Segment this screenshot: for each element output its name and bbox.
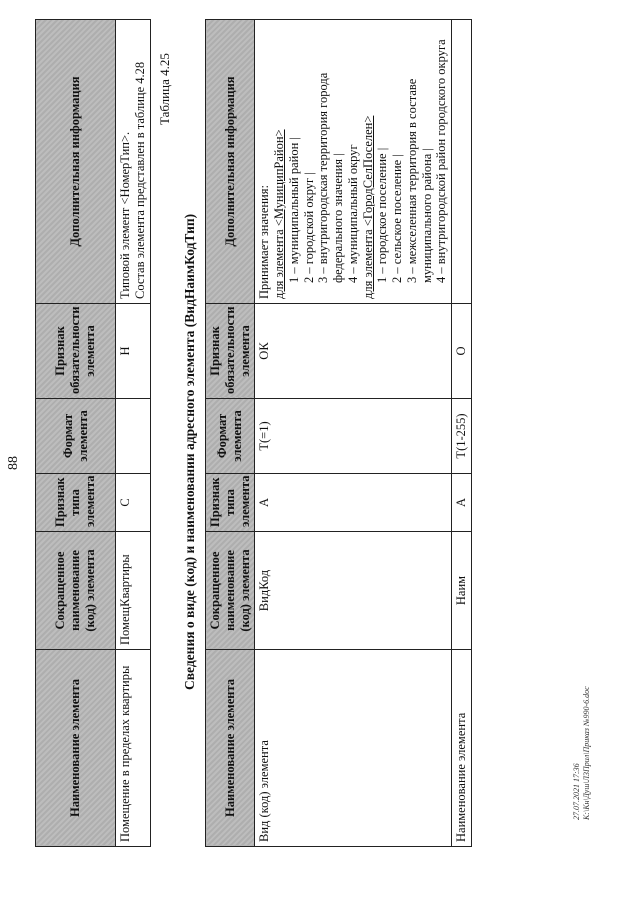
stamp-line: 27.07.2021 17:36 bbox=[572, 763, 581, 820]
cell-name: Наименование элемента bbox=[452, 650, 472, 847]
list-item: 3 – внутригородская территория города федерального значения | bbox=[316, 72, 345, 283]
header-code: Сокращенное наименование (код) элемента bbox=[206, 532, 255, 650]
table-row bbox=[452, 20, 472, 847]
header-name: Наименование элемента bbox=[206, 650, 255, 847]
cell-type: А bbox=[255, 474, 452, 532]
list-item: 1 – муниципальный район | bbox=[286, 137, 301, 283]
cell-type: С bbox=[116, 474, 151, 532]
cell-format: T(=1) bbox=[255, 399, 452, 474]
cell-type: А bbox=[452, 474, 472, 532]
table-row bbox=[116, 20, 151, 847]
cell-required: ОК bbox=[255, 304, 452, 399]
header-format: Формат элемента bbox=[206, 399, 255, 474]
section-title: Сведения о виде (код) и наименовании адресного элемента (ВидНаимКодТип) bbox=[182, 213, 197, 690]
cell-code: ВидКод bbox=[255, 532, 452, 650]
list-item: 4 – муниципальный округ bbox=[345, 144, 360, 283]
file-stamp bbox=[572, 686, 593, 820]
cell-required: О bbox=[452, 304, 472, 399]
list-item: 2 – городской округ | bbox=[301, 172, 316, 283]
list-item: 3 – межселенная территория в составе муниципального района | bbox=[404, 78, 434, 283]
cell-format: T(1-255) bbox=[452, 399, 472, 474]
table-row bbox=[255, 20, 452, 847]
list-item: 4 – внутригородской район городского округа bbox=[434, 39, 449, 283]
info-line: Типовой элемент <НомерТип>. bbox=[118, 131, 132, 299]
group-title: для элемента <МуниципРайон> bbox=[272, 129, 286, 299]
list-item: 2 – сельское поселение | bbox=[390, 154, 404, 283]
cell-name: Вид (код) элемента bbox=[255, 650, 452, 847]
table-top-header-row bbox=[36, 20, 116, 847]
header-code: Сокращенное наименование (код) элемента bbox=[36, 532, 116, 650]
group-title: для элемента <ГородСелПоселен> bbox=[360, 115, 375, 299]
stamp-line: К:\Кн\Душ\ЛЗПрил\Приказ №990-6.doc bbox=[582, 686, 592, 820]
header-info: Дополнительная информация bbox=[206, 20, 255, 304]
table-top bbox=[35, 19, 151, 847]
page-number: 88 bbox=[6, 456, 21, 470]
info-intro: Принимает значения: bbox=[257, 185, 272, 299]
cell-info bbox=[255, 20, 452, 304]
table-main-header-row bbox=[206, 20, 255, 847]
cell-format bbox=[116, 399, 151, 474]
header-info: Дополнительная информация bbox=[36, 20, 116, 304]
list-item: 1 – городское поселение | bbox=[375, 147, 390, 283]
table-main bbox=[205, 19, 472, 847]
cell-info bbox=[116, 20, 151, 304]
header-required: Признак обязательности элемента bbox=[206, 304, 255, 399]
info-line: Состав элемента представлен в таблице 4.28 bbox=[132, 61, 147, 299]
table-caption: Таблица 4.25 bbox=[157, 53, 172, 125]
cell-info bbox=[452, 20, 472, 304]
header-format: Формат элемента bbox=[36, 399, 116, 474]
header-required: Признак обязательности элемента bbox=[36, 304, 116, 399]
cell-code: Наим bbox=[452, 532, 472, 650]
cell-name: Помещение в пределах квартиры bbox=[116, 650, 151, 847]
header-type: Признак типа элемента bbox=[206, 474, 255, 532]
header-type: Признак типа элемента bbox=[36, 474, 116, 532]
cell-required: Н bbox=[116, 304, 151, 399]
cell-code: ПомещКвартиры bbox=[116, 532, 151, 650]
header-name: Наименование элемента bbox=[36, 650, 116, 847]
